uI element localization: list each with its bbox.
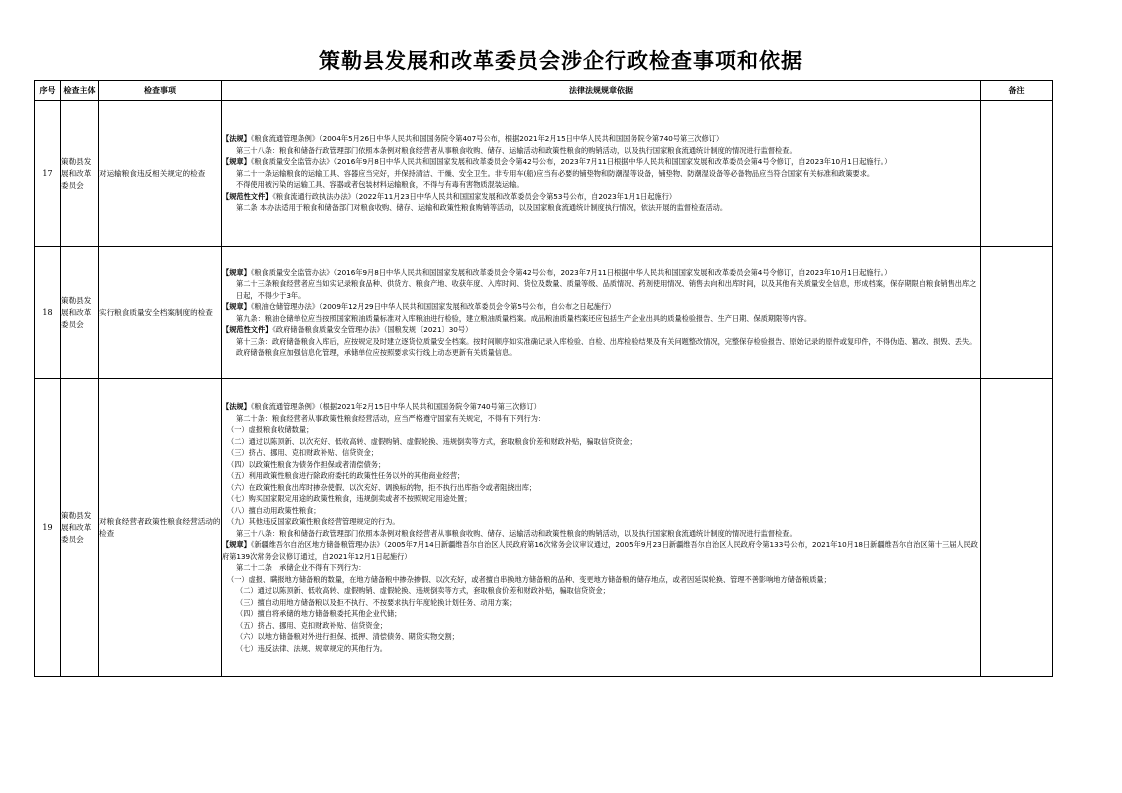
basis-line [222, 585, 980, 597]
row-basis [222, 101, 981, 247]
basis-text: 《粮食流通管理条例》（2004年5月26日中华人民共和国国务院令第407号公布，根据2021年2月15日中华人民共和国国务院令第740号第三次修订） [250, 134, 724, 144]
basis-line [222, 278, 980, 301]
basis-line [222, 631, 980, 643]
basis-line [222, 336, 980, 359]
basis-type-label: 【法规】 [222, 402, 251, 411]
basis-line [222, 156, 980, 168]
basis-text: 第二十一条运输粮食的运输工具、容器应当完好，并保持清洁、干燥、安全卫生。非专用车(船)应当有必要的铺垫物和防潮湿等设备，铺垫物、防潮湿设备等必备物品应当符合国家有关标准和政策要求。 [236, 168, 875, 178]
row-basis [222, 247, 981, 379]
basis-type-label: 【规章】 [222, 267, 251, 277]
basis-text: （九）其他违反国家政策性粮食经营管理规定的行为。 [227, 517, 400, 526]
basis-line [222, 505, 980, 517]
basis-text: 第十三条：政府储备粮食入库后，应按规定及时建立逐货位质量安全档案。按时间顺序如实准确记录入库检验、自检、出库检验结果及有关问题整改情况，完整保存检验报告、原始记录的原件或复印件，不得伪造、篡改、损毁、丢失。政府储备粮食应加强信息化管理，承储单位应按照要求实行线上动态更新有关质量信息。 [236, 336, 977, 357]
basis-text: 《粮油仓储管理办法》（2009年12月29日中华人民共和国国家发展和改革委员会令第5号公布，自公布之日起施行） [250, 302, 616, 311]
basis-line [222, 528, 980, 540]
row-seq: 18 [35, 247, 61, 379]
basis-line [222, 413, 980, 425]
basis-text: （六）在政策性粮食出库时掺杂使假、以次充好、调换标的物，拒不执行出库指令或者阻挠出库； [227, 482, 537, 492]
basis-line [222, 301, 980, 313]
row-item: 对运输粮食违反相关规定的检查 [99, 101, 222, 247]
header-remark: 备注 [981, 81, 1053, 101]
basis-line [222, 539, 980, 562]
basis-type-label: 【规章】 [222, 157, 251, 167]
basis-line [222, 179, 980, 191]
header-seq: 序号 [35, 81, 61, 101]
row-seq: 19 [35, 379, 61, 677]
basis-text: （三）挤占、挪用、克扣财政补贴、信贷资金； [227, 448, 378, 457]
basis-line [222, 145, 980, 157]
basis-text: （四）擅自将承储的地方储备粮委托其他企业代储； [236, 609, 402, 618]
row-remark [981, 379, 1053, 677]
basis-line [222, 459, 980, 471]
basis-type-label: 【规章】 [222, 540, 251, 549]
basis-type-label: 【规范性文件】 [222, 191, 273, 201]
basis-line [222, 493, 980, 505]
basis-type-label: 【规章】 [222, 302, 251, 311]
basis-text: （二）通过以陈顶新、以次充好、低收高转、虚假购销、虚假轮换、违规倒卖等方式，套取粮食价差和财政补贴，骗取信贷资金； [227, 436, 637, 446]
basis-line [222, 482, 980, 494]
row-subject: 策勒县发展和改革委员会 [61, 379, 99, 677]
basis-text: 不得使用被污染的运输工具、容器或者包装材料运输粮食，不得与有毒有害物质混装运输。 [236, 180, 524, 190]
header-subject: 检查主体 [61, 81, 99, 101]
header-item: 检查事项 [99, 81, 222, 101]
basis-line [222, 324, 980, 336]
basis-text: 第二条 本办法适用于粮食和储备部门对粮食收购、储存、运输和政策性粮食购销等活动，以及国家粮食流通统计制度执行情况，依法开展的监督检查活动。 [236, 203, 728, 213]
basis-line [222, 447, 980, 459]
basis-text: （七）违反法律、法规、规章规定的其他行为。 [236, 643, 387, 653]
row-remark [981, 247, 1053, 379]
basis-text: （二）通过以陈顶新、低收高转、虚假购销、虚假轮换、违规倒卖等方式，套取粮食价差和财政补贴，骗取信贷资金； [236, 586, 610, 595]
basis-type-label: 【规范性文件】 [222, 325, 273, 334]
basis-line [222, 470, 980, 482]
basis-line [222, 313, 980, 325]
row-remark [981, 101, 1053, 247]
basis-text: （五）挤占、挪用、克扣财政补贴、信贷资金； [236, 620, 387, 630]
basis-text: （八）擅自动用政策性粮食； [227, 505, 321, 515]
basis-line [222, 424, 980, 436]
table-row [35, 247, 1053, 379]
basis-line [222, 620, 980, 632]
basis-line [222, 562, 980, 574]
basis-text: 《粮食流通行政执法办法》（2022年11月23日中华人民共和国国家发展和改革委员会令第53号公布，自2023年1月1日起施行） [272, 191, 677, 201]
basis-text: 《粮食流通管理条例》（根据2021年2月15日中华人民共和国国务院令第740号第三次修订） [250, 402, 541, 411]
row-seq: 17 [35, 101, 61, 247]
basis-text: 《粮食质量安全监管办法》（2016年9月8日中华人民共和国国家发展和改革委员会令第42号公布，2023年7月11日根据中华人民共和国国家发展和改革委员会第4号令修订，自2023年10月1日起施行。） [250, 157, 892, 167]
basis-text: 第二十三条粮食经营者应当如实记录粮食品种、供货方、粮食产地、收获年度、入库时间、货位及数量、质量等级、品质情况、药剂使用情况、销售去向和出库时间，以及其他有关质量安全信息，形成档案，保存期限自粮食销售出库之日起，不得少于3年。 [236, 279, 977, 300]
basis-text: （三）擅自动用地方储备粮以及拒不执行、不按要求执行年度轮换计划任务、动用方案； [236, 597, 517, 607]
table-row [35, 101, 1053, 247]
basis-line [222, 597, 980, 609]
table-header-row [35, 81, 1053, 101]
basis-line [222, 643, 980, 655]
basis-text: 第二十条：粮食经营者从事政策性粮食经营活动，应当严格遵守国家有关规定，不得有下列行为： [236, 413, 546, 423]
row-subject: 策勒县发展和改革委员会 [61, 247, 99, 379]
basis-text: 《新疆维吾尔自治区地方储备粮管理办法》（2005年7月14日新疆维吾尔自治区人民政府第16次常务会议审议通过，2005年9月23日新疆维吾尔自治区人民政府令第133号公布，2021年10月18日新疆维吾尔自治区第十三届人民政府第139次常务会议修订通过，自2021年12月1日起施行） [222, 540, 978, 561]
basis-text: （一）虚报、瞒报地方储备粮的数量，在地方储备粮中掺杂掺假、以次充好，或者擅自串换地方储备粮的品种、变更地方储备粮的储存地点，或者因延误轮换、管理不善影响地方储备粮质量； [227, 574, 831, 584]
basis-line [222, 168, 980, 180]
basis-text: 第三十八条：粮食和储备行政管理部门依照本条例对粮食经营者从事粮食收购、储存、运输活动和政策性粮食的购销活动，以及执行国家粮食流通统计制度的情况进行监督检查。 [236, 528, 797, 538]
basis-text: 《政府储备粮食质量安全管理办法》（国粮发规〔2021〕30号） [272, 325, 473, 334]
basis-line [222, 133, 980, 145]
basis-line [222, 436, 980, 448]
basis-line [222, 516, 980, 528]
page-title: 策勒县发展和改革委员会涉企行政检查事项和依据 [319, 48, 803, 73]
inspection-table [34, 80, 1053, 677]
basis-line [222, 574, 980, 586]
basis-line [222, 267, 980, 279]
basis-text: 《粮食质量安全监管办法》（2016年9月8日中华人民共和国国家发展和改革委员会令第42号公布，2023年7月11日根据中华人民共和国国家发展和改革委员会第4号令修订，自2023年10月1日起施行。） [250, 267, 892, 277]
basis-text: 第九条：粮油仓储单位应当按照国家粮油质量标准对入库粮油进行检验，建立粮油质量档案。成品粮油质量档案还应包括生产企业出具的质量检验报告、生产日期、保质期限等内容。 [236, 313, 812, 323]
basis-line [222, 401, 980, 413]
basis-text: （五）利用政策性粮食进行除政府委托的政策性任务以外的其他商业经营； [227, 471, 465, 480]
basis-text: （六）以地方储备粮对外进行担保、抵押、清偿债务、期货实物交割； [236, 632, 459, 641]
row-basis [222, 379, 981, 677]
basis-text: （四）以政策性粮食为债务作担保或者清偿债务； [227, 459, 386, 469]
basis-type-label: 【法规】 [222, 134, 251, 144]
basis-text: （七）购买国家限定用途的政策性粮食，违规倒卖或者不按照规定用途处置； [227, 494, 472, 503]
basis-line [222, 191, 980, 203]
table-row [35, 379, 1053, 677]
basis-line [222, 608, 980, 620]
basis-text: 第二十二条 承储企业不得有下列行为： [236, 563, 366, 572]
basis-line [222, 202, 980, 214]
header-basis: 法律法规规章依据 [222, 81, 981, 101]
basis-text: 第三十八条：粮食和储备行政管理部门依照本条例对粮食经营者从事粮食收购、储存、运输活动和政策性粮食的购销活动，以及执行国家粮食流通统计制度的情况进行监督检查。 [236, 145, 797, 155]
basis-text: （一）虚报粮食收储数量； [227, 425, 314, 434]
row-item: 对粮食经营者政策性粮食经营活动的检查 [99, 379, 222, 677]
row-item: 实行粮食质量安全档案制度的检查 [99, 247, 222, 379]
row-subject: 策勒县发展和改革委员会 [61, 101, 99, 247]
